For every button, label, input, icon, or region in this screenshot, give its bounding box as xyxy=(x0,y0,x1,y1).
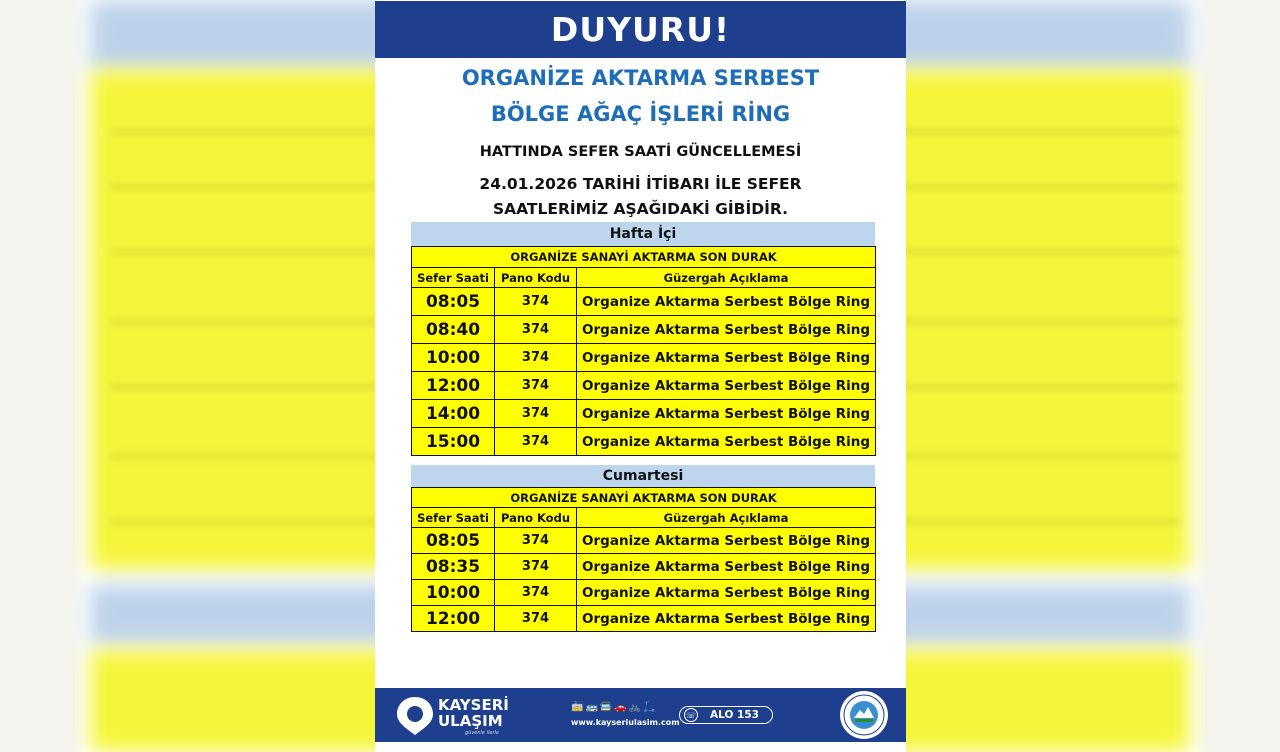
panel-code: 374 xyxy=(495,580,577,606)
announcement-poster xyxy=(375,0,906,752)
panel-code: 374 xyxy=(495,288,577,316)
column-header-departure: Sefer Saati xyxy=(412,508,495,528)
column-header-route: Güzergah Açıklama xyxy=(577,508,876,528)
saturday-section-title: Cumartesi xyxy=(411,465,875,487)
departure-time: 08:35 xyxy=(412,554,495,580)
departure-time: 08:05 xyxy=(412,288,495,316)
footer-band xyxy=(375,688,906,742)
announcement-header: DUYURU! xyxy=(375,1,906,58)
brand-line1: KAYSERİ xyxy=(438,696,509,714)
hotline-badge[interactable] xyxy=(679,706,773,724)
notice-line2: 24.01.2026 TARİHİ İTİBARI İLE SEFER xyxy=(479,175,802,193)
weekday-table xyxy=(411,246,876,456)
panel-code: 374 xyxy=(495,316,577,344)
weekday-stop-name: ORGANİZE SANAYİ AKTARMA SON DURAK xyxy=(412,247,876,268)
route-title-line2: BÖLGE AĞAÇ İŞLERİ RİNG xyxy=(490,102,791,126)
panel-code: 374 xyxy=(495,344,577,372)
hotline-number: ALO 153 xyxy=(710,709,759,721)
bus-icon: 🚍 xyxy=(599,702,615,713)
table-row xyxy=(412,288,876,316)
departure-time: 10:00 xyxy=(412,580,495,606)
table-row xyxy=(412,372,876,400)
route-description: Organize Aktarma Serbest Bölge Ring xyxy=(577,316,876,344)
map-pin-logo-icon xyxy=(395,695,435,737)
phone-icon: ☏ xyxy=(684,708,698,722)
column-header-code: Pano Kodu xyxy=(495,268,577,288)
saturday-stop-name: ORGANİZE SANAYİ AKTARMA SON DURAK xyxy=(412,488,876,508)
route-description: Organize Aktarma Serbest Bölge Ring xyxy=(577,428,876,456)
table-row xyxy=(412,528,876,554)
panel-code: 374 xyxy=(495,606,577,632)
brand-name xyxy=(438,697,509,729)
tram-icon: 🚋 xyxy=(571,702,586,713)
route-description: Organize Aktarma Serbest Bölge Ring xyxy=(577,372,876,400)
table-row xyxy=(412,580,876,606)
route-description: Organize Aktarma Serbest Bölge Ring xyxy=(577,580,876,606)
table-row xyxy=(412,400,876,428)
route-title-line1: ORGANİZE AKTARMA SERBEST xyxy=(461,66,820,90)
panel-code: 374 xyxy=(495,528,577,554)
notice-line3: SAATLERİMİZ AŞAĞIDAKİ GİBİDİR. xyxy=(492,200,788,218)
table-row xyxy=(412,606,876,632)
column-header-code: Pano Kodu xyxy=(495,508,577,528)
panel-code: 374 xyxy=(495,428,577,456)
table-row xyxy=(412,554,876,580)
bus-icon: 🚌 xyxy=(585,702,600,713)
website-link[interactable]: www.kayseriulasim.com xyxy=(571,718,680,727)
departure-time: 14:00 xyxy=(412,400,495,428)
saturday-schedule xyxy=(411,465,875,632)
departure-time: 08:40 xyxy=(412,316,495,344)
panel-code: 374 xyxy=(495,400,577,428)
weekday-schedule xyxy=(411,222,875,456)
departure-time: 15:00 xyxy=(412,428,495,456)
panel-code: 374 xyxy=(495,372,577,400)
weekday-section-title: Hafta İçi xyxy=(411,222,875,246)
table-row xyxy=(412,316,876,344)
departure-time: 10:00 xyxy=(412,344,495,372)
municipality-seal-icon xyxy=(839,690,889,740)
saturday-table xyxy=(411,487,876,632)
column-header-departure: Sefer Saati xyxy=(412,268,495,288)
route-description: Organize Aktarma Serbest Bölge Ring xyxy=(577,288,876,316)
table-row xyxy=(412,428,876,456)
panel-code: 374 xyxy=(495,554,577,580)
route-description: Organize Aktarma Serbest Bölge Ring xyxy=(577,606,876,632)
bicycle-icon: 🚲 xyxy=(628,702,644,713)
route-description: Organize Aktarma Serbest Bölge Ring xyxy=(577,400,876,428)
car-icon: 🚗 xyxy=(614,702,629,713)
scooter-icon: 🛴 xyxy=(643,702,658,713)
brand-tagline: güvenle ilerle xyxy=(465,730,499,736)
notice-line1: HATTINDA SEFER SAATİ GÜNCELLEMESİ xyxy=(479,144,802,160)
transport-icons xyxy=(571,702,658,713)
route-description: Organize Aktarma Serbest Bölge Ring xyxy=(577,528,876,554)
table-row xyxy=(412,344,876,372)
column-header-route: Güzergah Açıklama xyxy=(577,268,876,288)
route-description: Organize Aktarma Serbest Bölge Ring xyxy=(577,554,876,580)
departure-time: 12:00 xyxy=(412,372,495,400)
brand-line2: ULAŞIM xyxy=(438,712,503,730)
departure-time: 12:00 xyxy=(412,606,495,632)
route-description: Organize Aktarma Serbest Bölge Ring xyxy=(577,344,876,372)
departure-time: 08:05 xyxy=(412,528,495,554)
